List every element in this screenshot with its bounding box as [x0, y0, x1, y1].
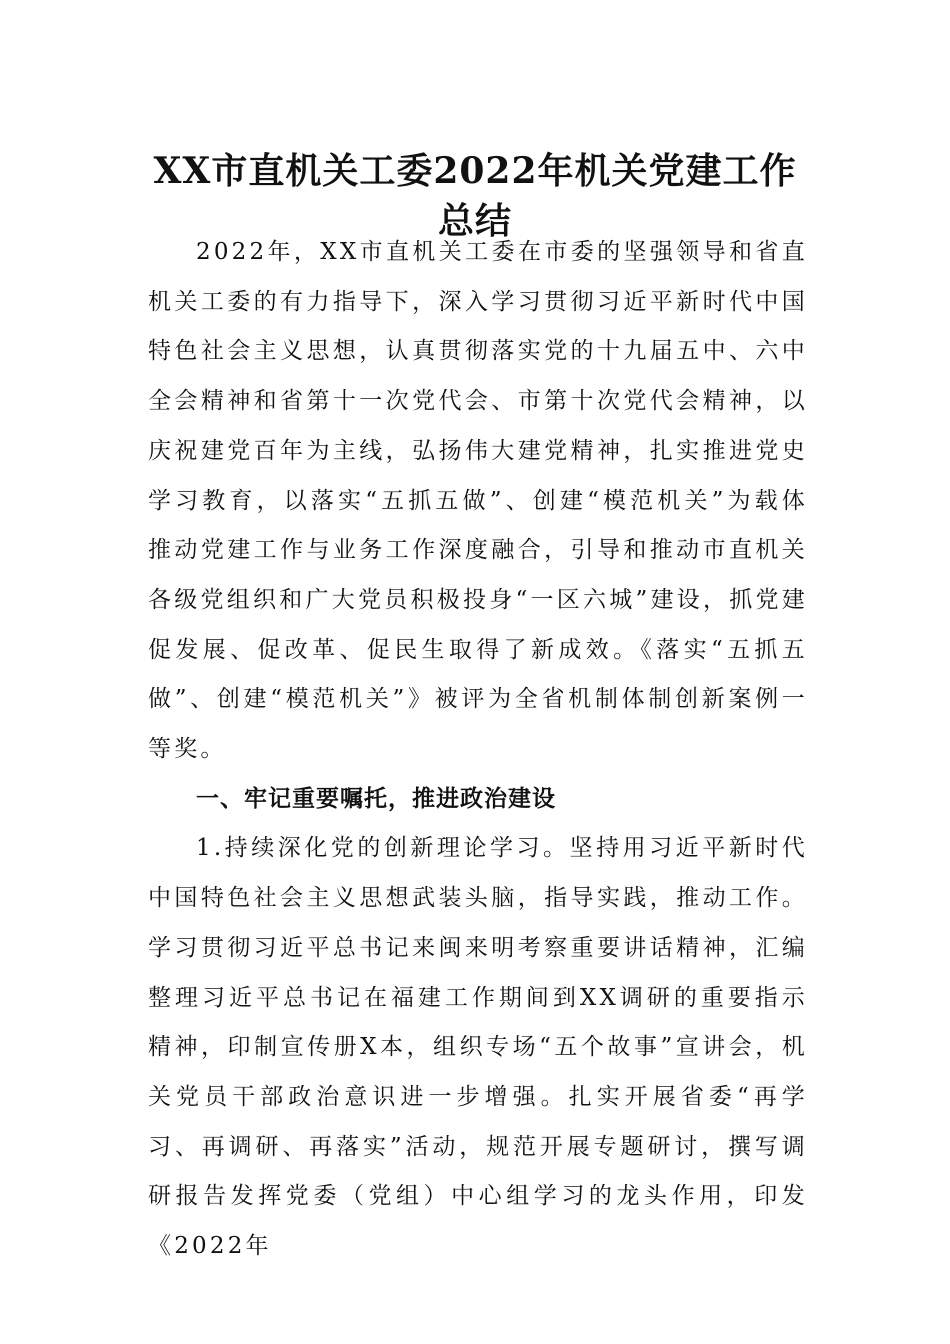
intro-paragraph: 2022年，XX市直机关工委在市委的坚强领导和省直机关工委的有力指导下，深入学习贯彻习近平新时代中国特色社会主义思想，认真贯彻落实党的十九届五中、六中全会精神和省第十一次党代会、市第十次党代会精神，以庆祝建党百年为主线，弘扬伟大建党精神，扎实推进党史学习教育，以落实“五抓五做”、创建“模范机关”为载体推动党建工作与业务工作深度融合，引导和推动市直机关各级党组织和广大党员积极投身“一区六城”建设，抓党建促发展、促改革、促民生取得了新成效。《落实“五抓五做”、创建“模范机关”》被评为全省机制体制创新案例一等奖。 [148, 239, 808, 763]
document-body [148, 228, 808, 1272]
section-1-paragraph-1: 1.持续深化党的创新理论学习。坚持用习近平新时代中国特色社会主义思想武装头脑，指导实践，推动工作。学习贯彻习近平总书记来闽来明考察重要讲话精神，汇编整理习近平总书记在福建工作期间到XX调研的重要指示精神，印制宣传册X本，组织专场“五个故事”宣讲会，机关党员干部政治意识进一步增强。扎实开展省委“再学习、再调研、再落实”活动，规范开展专题研讨，撰写调研报告发挥党委（党组）中心组学习的龙头作用，印发《2022年 [148, 835, 808, 1260]
section-heading-1: 一、牢记重要嘱托，推进政治建设 [196, 785, 556, 812]
document-title: XX市直机关工委2022年机关党建工作总结 [153, 150, 797, 243]
